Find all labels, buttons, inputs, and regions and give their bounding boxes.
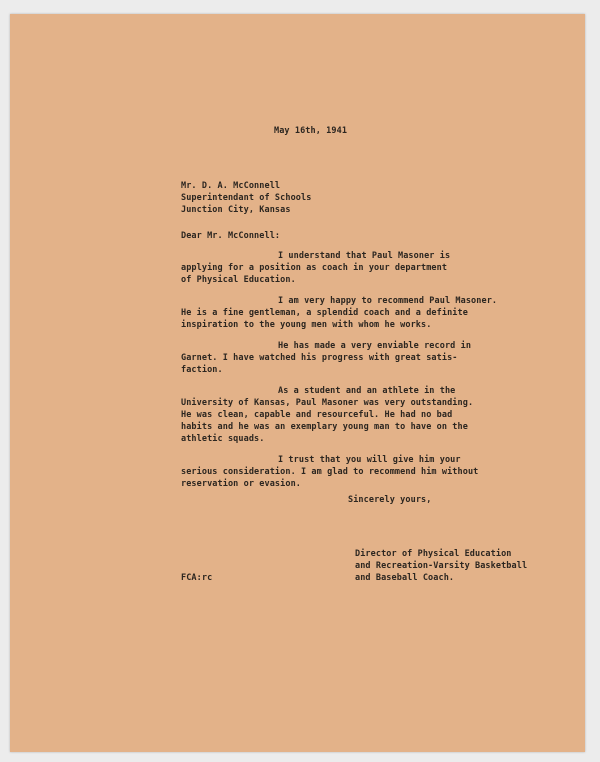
paragraph-3-line-2: Garnet. I have watched his progress with great satis- — [181, 353, 458, 363]
paragraph-1-line-2: applying for a position as coach in your department — [181, 263, 448, 273]
paragraph-2-line-2: He is a fine gentleman, a splendid coach and a definite — [181, 308, 468, 318]
paragraph-2-line-1: I am very happy to recommend Paul Masoner. — [278, 296, 498, 306]
recipient-name: Mr. D. A. McConnell — [181, 181, 281, 191]
signature-title-line-3: and Baseball Coach. — [355, 573, 455, 583]
paragraph-2-line-3: inspiration to the young men with whom he works. — [181, 320, 432, 330]
recipient-title: Superintendant of Schools — [181, 193, 312, 203]
closing: Sincerely yours, — [348, 495, 432, 505]
paragraph-3-line-1: He has made a very enviable record in — [278, 341, 472, 351]
paragraph-5-line-2: serious consideration. I am glad to recommend him without — [181, 467, 479, 477]
paragraph-4-line-3: He was clean, capable and resourceful. He had no bad — [181, 410, 453, 420]
paragraph-4-line-2: University of Kansas, Paul Masoner was very outstanding. — [181, 398, 474, 408]
recipient-location: Junction City, Kansas — [181, 205, 291, 215]
paragraph-4-line-4: habits and he was an exemplary young man to have on the — [181, 422, 468, 432]
letter-page — [10, 14, 585, 752]
reference-initials: FCA:rc — [181, 573, 213, 583]
paragraph-4-line-5: athletic squads. — [181, 434, 265, 444]
paragraph-3-line-3: faction. — [181, 365, 223, 375]
salutation: Dear Mr. McConnell: — [181, 231, 281, 241]
paragraph-5-line-3: reservation or evasion. — [181, 479, 302, 489]
signature-title-line-1: Director of Physical Education — [355, 549, 512, 559]
paragraph-1-line-1: I understand that Paul Masoner is — [278, 251, 451, 261]
signature-title-line-2: and Recreation-Varsity Basketball — [355, 561, 528, 571]
paragraph-4-line-1: As a student and an athlete in the — [278, 386, 456, 396]
letter-date: May 16th, 1941 — [274, 126, 348, 136]
paragraph-1-line-3: of Physical Education. — [181, 275, 296, 285]
paragraph-5-line-1: I trust that you will give him your — [278, 455, 461, 465]
